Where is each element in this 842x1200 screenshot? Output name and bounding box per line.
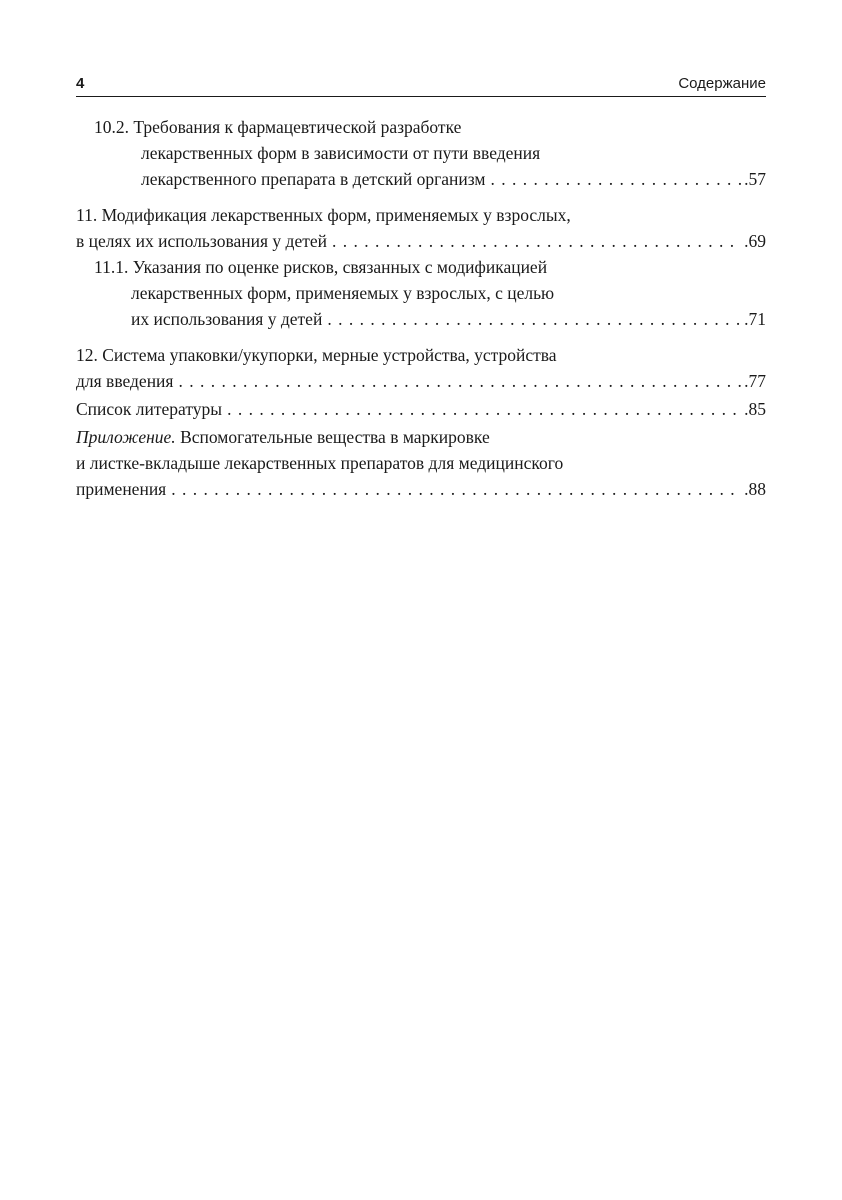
toc-entry-11-1-line-3 <box>76 306 766 332</box>
appendix-label: Приложение. <box>76 427 176 447</box>
dot-leader <box>178 368 741 394</box>
toc-entry-12-line-2 <box>76 368 766 394</box>
toc-entry-references[interactable] <box>76 396 766 422</box>
toc-entry-11-line-2 <box>76 228 766 254</box>
toc-entry-12-line-1: 12. Система упаковки/укупорки, мерные устройства, устройства <box>76 345 557 365</box>
dot-leader <box>227 396 741 422</box>
toc-entry-11-1-page: .71 <box>744 309 766 329</box>
toc-entry-appendix-line-3 <box>76 476 766 502</box>
toc-entry-11-1-line-1: 11.1. Указания по оценке рисков, связанных с модификацией <box>94 257 548 277</box>
dot-leader <box>332 228 741 254</box>
toc-entry-10-2-line-2: лекарственных форм в зависимости от пути введения <box>141 143 541 163</box>
toc-entry-11-1-text: их использования у детей <box>131 309 323 329</box>
toc-entry-references-text: Список литературы <box>76 399 223 419</box>
page-number: 4 <box>76 75 85 92</box>
toc-entry-12-page: .77 <box>744 371 766 391</box>
toc-entry-appendix[interactable] <box>76 424 766 502</box>
dot-leader <box>171 476 741 502</box>
toc-entry-11-1[interactable] <box>76 254 766 332</box>
toc-entry-references-page: .85 <box>744 399 766 419</box>
dot-leader <box>491 166 742 192</box>
toc-entry-12-text: для введения <box>76 371 174 391</box>
header-title: Содержание <box>678 75 766 92</box>
table-of-contents <box>76 114 766 502</box>
toc-entry-10-2-line-3 <box>76 166 766 192</box>
toc-entry-appendix-page: .88 <box>744 479 766 499</box>
toc-entry-12[interactable] <box>76 342 766 394</box>
dot-leader <box>327 306 741 332</box>
toc-entry-10-2-text: лекарственного препарата в детский организм <box>141 169 486 189</box>
toc-entry-10-2[interactable] <box>76 114 766 192</box>
running-header <box>76 74 766 97</box>
toc-entry-10-2-line-1: 10.2. Требования к фармацевтической разработке <box>94 117 462 137</box>
toc-entry-references-line-1 <box>76 396 766 422</box>
toc-entry-11-text: в целях их использования у детей <box>76 231 327 251</box>
toc-entry-appendix-line-2: и листке-вкладыше лекарственных препаратов для медицинского <box>76 453 564 473</box>
appendix-title-start: Вспомогательные вещества в маркировке <box>175 427 490 447</box>
toc-entry-11-1-line-2: лекарственных форм, применяемых у взрослых, с целью <box>131 283 555 303</box>
toc-entry-11-page: .69 <box>744 231 766 251</box>
toc-entry-11[interactable] <box>76 202 766 254</box>
toc-entry-appendix-line-1 <box>76 424 766 450</box>
toc-entry-appendix-text: применения <box>76 479 167 499</box>
toc-entry-11-line-1: 11. Модификация лекарственных форм, применяемых у взрослых, <box>76 205 571 225</box>
toc-entry-10-2-page: .57 <box>744 169 766 189</box>
